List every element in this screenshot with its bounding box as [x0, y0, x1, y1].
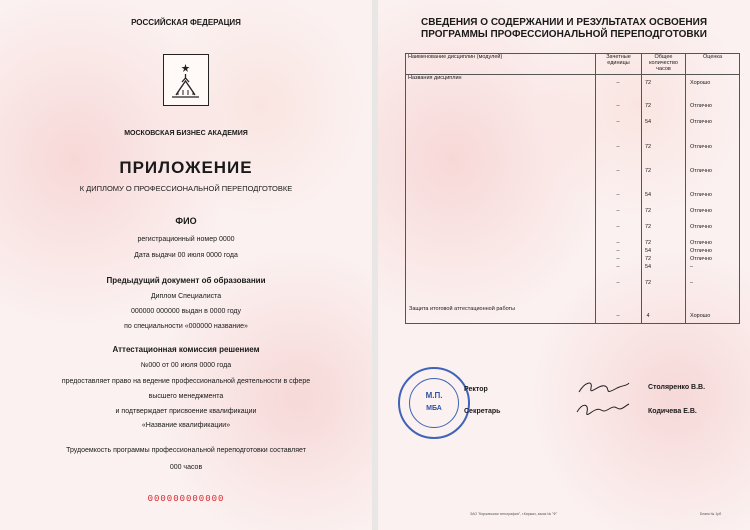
row-12-units: – [616, 264, 620, 270]
stamp-inner-ring [409, 378, 459, 428]
row-7-grade: Отлично [690, 208, 712, 214]
row-7-hours: 72 [644, 208, 652, 214]
document-subtitle: К ДИПЛОМУ О ПРОФЕССИОНАЛЬНОЙ ПЕРЕПОДГОТОВКЕ [79, 184, 293, 193]
header-discipline: Наименование дисциплин (модулей) [406, 54, 596, 75]
country-title: РОССИЙСКАЯ ФЕДЕРАЦИЯ [131, 18, 241, 27]
holder-fio: ФИО [175, 216, 197, 226]
units-column [596, 75, 642, 324]
serial-number: 000000000000 [147, 494, 225, 504]
qualification-name: «Название квалификации» [141, 422, 231, 429]
row-4-units: – [616, 144, 620, 150]
issue-date: Дата выдачи 00 июля 0000 года [134, 252, 238, 259]
contents-title-line2: ПРОГРАММЫ ПРОФЕССИОНАЛЬНОЙ ПЕРЕПОДГОТОВКИ [421, 29, 707, 40]
row-5-grade: Отлично [690, 168, 712, 174]
row-7-units: – [616, 208, 620, 214]
row-2-units: – [616, 103, 620, 109]
row-3-units: – [616, 119, 620, 125]
row-11-units: – [616, 256, 620, 262]
row-14-grade: Хорошо [690, 313, 711, 319]
row-14-units: – [616, 313, 620, 319]
row-11-grade: Отлично [690, 256, 712, 262]
row-9-units: – [616, 240, 620, 246]
prev-doc-heading: Предыдущий документ об образовании [106, 276, 266, 285]
stamp-logo: МБА [426, 405, 442, 412]
workload-label: Трудоемкость программы профессиональной переподготовки составляет [66, 447, 306, 454]
row-8-units: – [616, 224, 620, 230]
contents-title-line1: СВЕДЕНИЯ О СОДЕРЖАНИИ И РЕЗУЛЬТАТАХ ОСВОЕНИЯ [420, 17, 707, 28]
row-8-hours: 72 [644, 224, 652, 230]
row-3-hours: 54 [644, 119, 652, 125]
row-3-grade: Отлично [690, 119, 712, 125]
row-5-hours: 72 [644, 168, 652, 174]
rector-name: Столяренко В.В. [648, 384, 706, 391]
management-text: высшего менеджмента [148, 393, 224, 400]
row-6-grade: Отлично [690, 192, 712, 198]
row-9-hours: 72 [644, 240, 652, 246]
prev-doc-issued: 000000 000000 выдан в 0000 году [130, 308, 242, 315]
row-13-units: – [616, 280, 620, 286]
row-11-hours: 72 [644, 256, 652, 262]
right-page [378, 0, 750, 530]
row-5-units: – [616, 168, 620, 174]
row-12-grade: – [690, 264, 694, 270]
row-2-grade: Отлично [690, 103, 712, 109]
row-12-hours: 54 [644, 264, 652, 270]
kremlin-tower-emblem [163, 54, 209, 106]
grants-right-text: предоставляет право на ведение профессиональной деятельности в сфере [61, 378, 311, 385]
row-1-hours: 72 [644, 80, 652, 86]
registration-number: регистрационный номер 0000 [137, 236, 235, 243]
row-9-grade: Отлично [690, 240, 712, 246]
form-number-footer: Бланк № 1рб [700, 512, 722, 516]
workload-hours: 000 часов [169, 464, 203, 471]
hours-column [642, 75, 686, 324]
row-4-hours: 72 [644, 144, 652, 150]
row-6-units: – [616, 192, 620, 198]
confirms-text: и подтверждает присвоение квалификации [115, 408, 257, 415]
prev-doc-specialty: по специальности «000000 название» [124, 323, 248, 330]
row-13-grade: – [690, 280, 694, 286]
secretary-name: Кодичева Е.В. [648, 408, 697, 415]
commission-decision: №000 от 00 июля 0000 года [140, 362, 232, 369]
official-stamp [398, 367, 470, 439]
row-10-hours: 54 [644, 248, 652, 254]
first-discipline-name: Названия дисциплин [408, 75, 462, 81]
row-8-grade: Отлично [690, 224, 712, 230]
commission-heading: Аттестационная комиссия решением [112, 345, 260, 354]
row-1-grade: Хорошо [690, 80, 711, 86]
row-2-hours: 72 [644, 103, 652, 109]
final-attestation-name: Защита итоговой аттестационной работы [409, 306, 516, 312]
row-13-hours: 72 [644, 280, 652, 286]
row-10-units: – [616, 248, 620, 254]
rector-label: Ректор [464, 386, 488, 393]
row-1-units: – [616, 80, 620, 86]
disciplines-column [406, 75, 596, 324]
row-14-hours: 4 [646, 313, 650, 319]
printer-footer: ЗАО "Киржачская типография", г.Киржач, заказ № "Ф" [470, 512, 558, 516]
header-hours: Общее количество часов [642, 54, 686, 75]
header-grade: Оценка [686, 54, 740, 75]
signatures-handwritten [573, 374, 633, 424]
row-4-grade: Отлично [690, 144, 712, 150]
left-page [0, 0, 372, 530]
academy-name: МОСКОВСКАЯ БИЗНЕС АКАДЕМИЯ [124, 130, 248, 137]
document-title: ПРИЛОЖЕНИЕ [119, 158, 253, 177]
secretary-label: Секретарь [464, 408, 501, 415]
row-10-grade: Отлично [690, 248, 712, 254]
stamp-mp-text: М.П. [425, 391, 443, 400]
row-6-hours: 54 [644, 192, 652, 198]
grades-column [686, 75, 740, 324]
prev-doc-type: Диплом Специалиста [150, 293, 222, 300]
header-units: Зачетные единицы [596, 54, 642, 75]
